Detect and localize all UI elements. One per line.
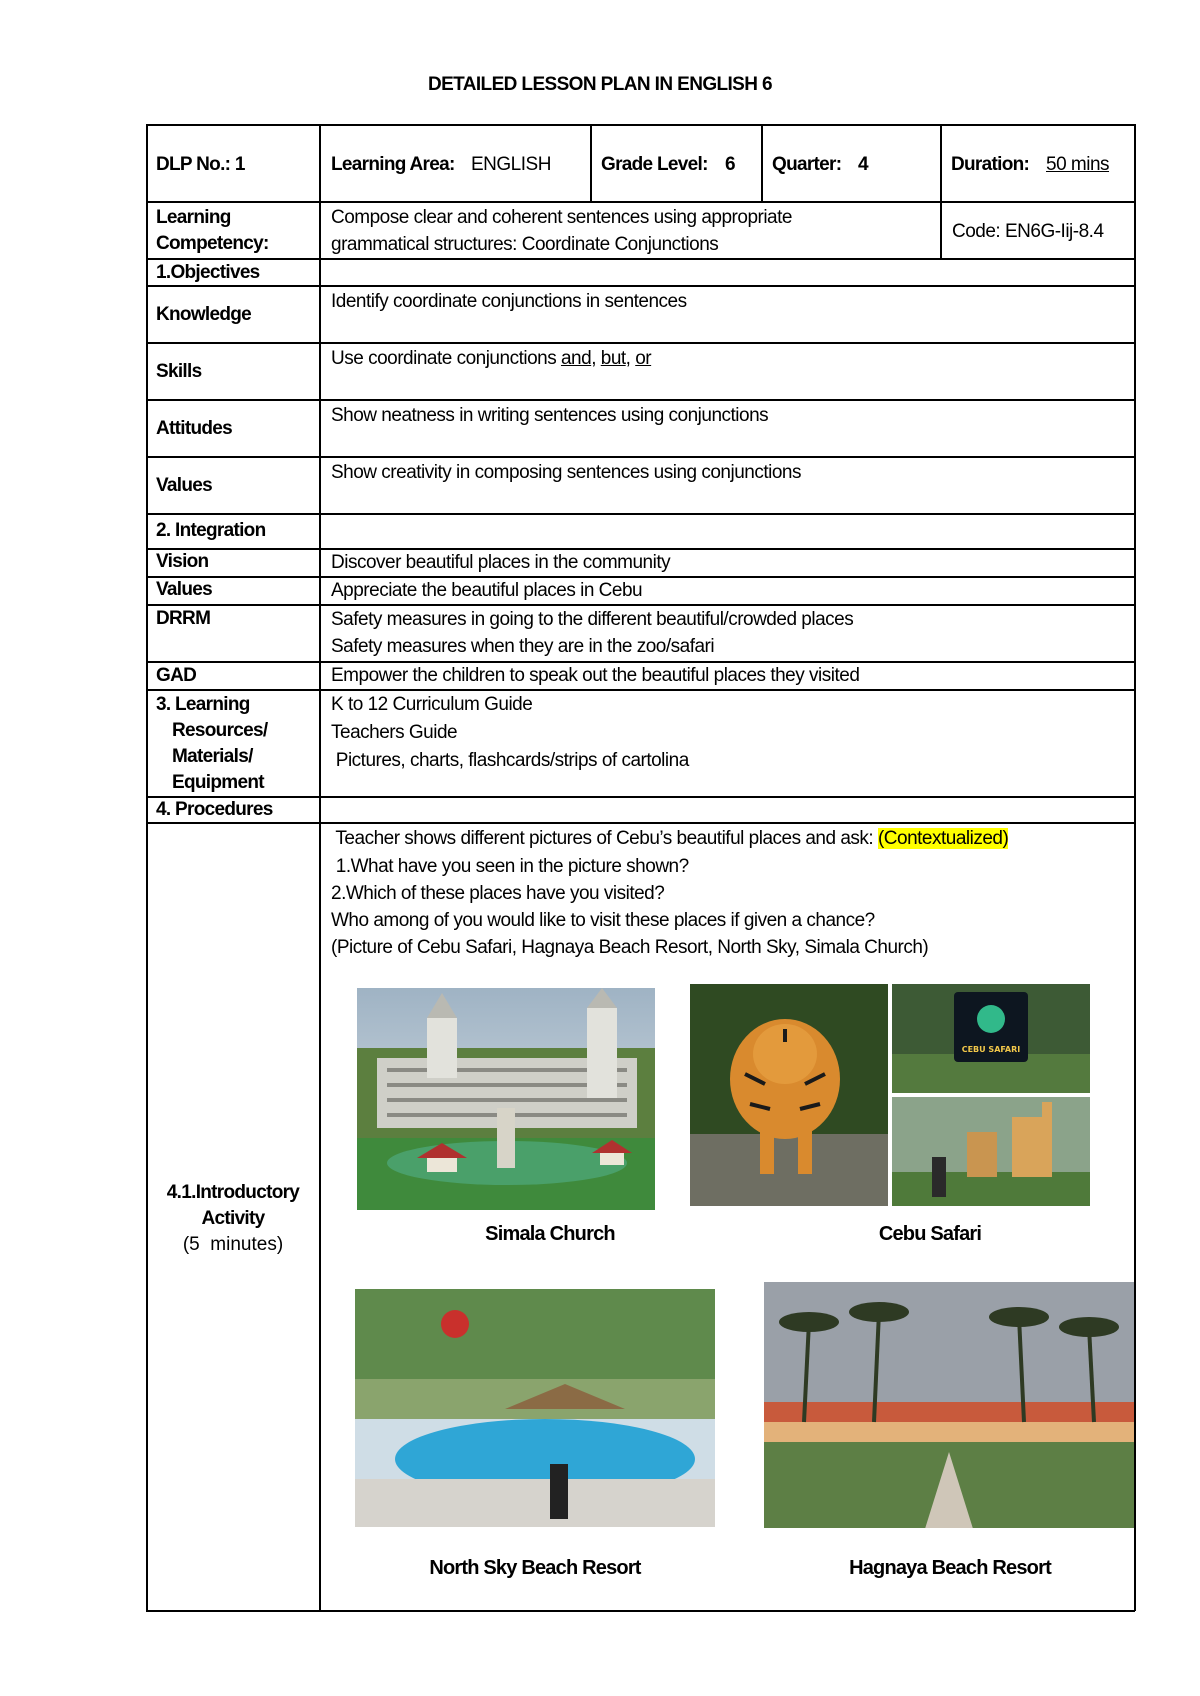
hagnaya-photo — [764, 1282, 1134, 1528]
intro-activity-label-1: 4.1.Introductory — [166, 1182, 300, 1203]
learning-area-label: Learning Area: — [331, 154, 455, 175]
caption-hagnaya: Hagnaya Beach Resort — [849, 1557, 1051, 1579]
grade-level-value: 6 — [725, 154, 735, 175]
learning-area-value: ENGLISH — [471, 154, 551, 175]
integration-values-label: Values — [156, 579, 213, 600]
competency-label-2: Competency: — [156, 233, 269, 254]
conjunction-or: or — [635, 348, 652, 369]
contextualized-highlight: (Contextualized) — [877, 828, 1009, 849]
attitudes-text: Show neatness in writing sentences using conjunctions — [331, 405, 769, 426]
gad-label: GAD — [156, 665, 197, 686]
skills-text: Use coordinate conjunctions and, but, or — [331, 348, 652, 369]
knowledge-label: Knowledge — [156, 304, 252, 325]
knowledge-text: Identify coordinate conjunctions in sentences — [331, 291, 687, 312]
intro-activity-label-2: Activity — [201, 1208, 265, 1229]
cebu-safari-sign-photo — [892, 984, 1090, 1093]
competency-code: Code: EN6G-Iij-8.4 — [952, 221, 1104, 242]
integration-values-text: Appreciate the beautiful places in Cebu — [331, 580, 643, 601]
question-1: 1.What have you seen in the picture shown? — [331, 856, 689, 877]
conjunction-and: and — [560, 348, 592, 369]
gad-text: Empower the children to speak out the beautiful places they visited — [331, 665, 860, 686]
quarter-value: 4 — [858, 154, 868, 175]
resource-item-1: K to 12 Curriculum Guide — [331, 694, 533, 715]
resources-label-4: Equipment — [172, 772, 264, 793]
conjunction-but: but — [600, 348, 626, 369]
objectives-heading: 1.Objectives — [156, 262, 260, 283]
resources-label-2: Resources/ — [172, 720, 268, 741]
picture-list: (Picture of Cebu Safari, Hagnaya Beach Resort, North Sky, Simala Church) — [331, 937, 929, 958]
drrm-label: DRRM — [156, 608, 211, 629]
resource-item-3: Pictures, charts, flashcards/strips of cartolina — [331, 750, 689, 771]
document-title: DETAILED LESSON PLAN IN ENGLISH 6 — [427, 74, 773, 95]
competency-text-1: Compose clear and coherent sentences using appropriate — [331, 207, 792, 228]
competency-text-2: grammatical structures: Coordinate Conjunctions — [331, 234, 719, 255]
integration-heading: 2. Integration — [156, 520, 266, 541]
safari-sign-text: CEBU SAFARI — [961, 1045, 1021, 1054]
simala-church-photo — [357, 988, 655, 1210]
grade-level-label: Grade Level: — [601, 154, 708, 175]
dlp-number: DLP No.: 1 — [156, 154, 245, 175]
duration-label: Duration: — [951, 154, 1030, 175]
tiger-photo — [690, 984, 888, 1206]
caption-north-sky: North Sky Beach Resort — [429, 1557, 641, 1579]
giraffe-photo — [892, 1097, 1090, 1206]
vision-label: Vision — [156, 551, 209, 572]
resources-label-3: Materials/ — [172, 746, 253, 767]
values-label: Values — [156, 475, 213, 496]
question-3: Who among of you would like to visit these places if given a chance? — [331, 910, 875, 931]
resources-label-1: 3. Learning — [156, 694, 250, 715]
intro-instruction: Teacher shows different pictures of Cebu’s beautiful places and ask: (Contextualized) — [331, 828, 1009, 849]
caption-simala-church: Simala Church — [485, 1223, 615, 1245]
procedures-heading: 4. Procedures — [156, 799, 273, 820]
north-sky-photo — [355, 1289, 715, 1527]
drrm-text-2: Safety measures when they are in the zoo/safari — [331, 636, 715, 657]
question-2: 2.Which of these places have you visited? — [331, 883, 665, 904]
values-text: Show creativity in composing sentences using conjunctions — [331, 462, 801, 483]
caption-cebu-safari: Cebu Safari — [878, 1223, 982, 1245]
quarter-label: Quarter: — [772, 154, 842, 175]
vision-text: Discover beautiful places in the community — [331, 552, 671, 573]
intro-activity-duration: (5 minutes) — [182, 1234, 284, 1255]
skills-label: Skills — [156, 361, 202, 382]
competency-label-1: Learning — [156, 207, 231, 228]
resource-item-2: Teachers Guide — [331, 722, 458, 743]
attitudes-label: Attitudes — [156, 418, 233, 439]
drrm-text-1: Safety measures in going to the different beautiful/crowded places — [331, 609, 854, 630]
duration-value: 50 mins — [1046, 154, 1110, 175]
